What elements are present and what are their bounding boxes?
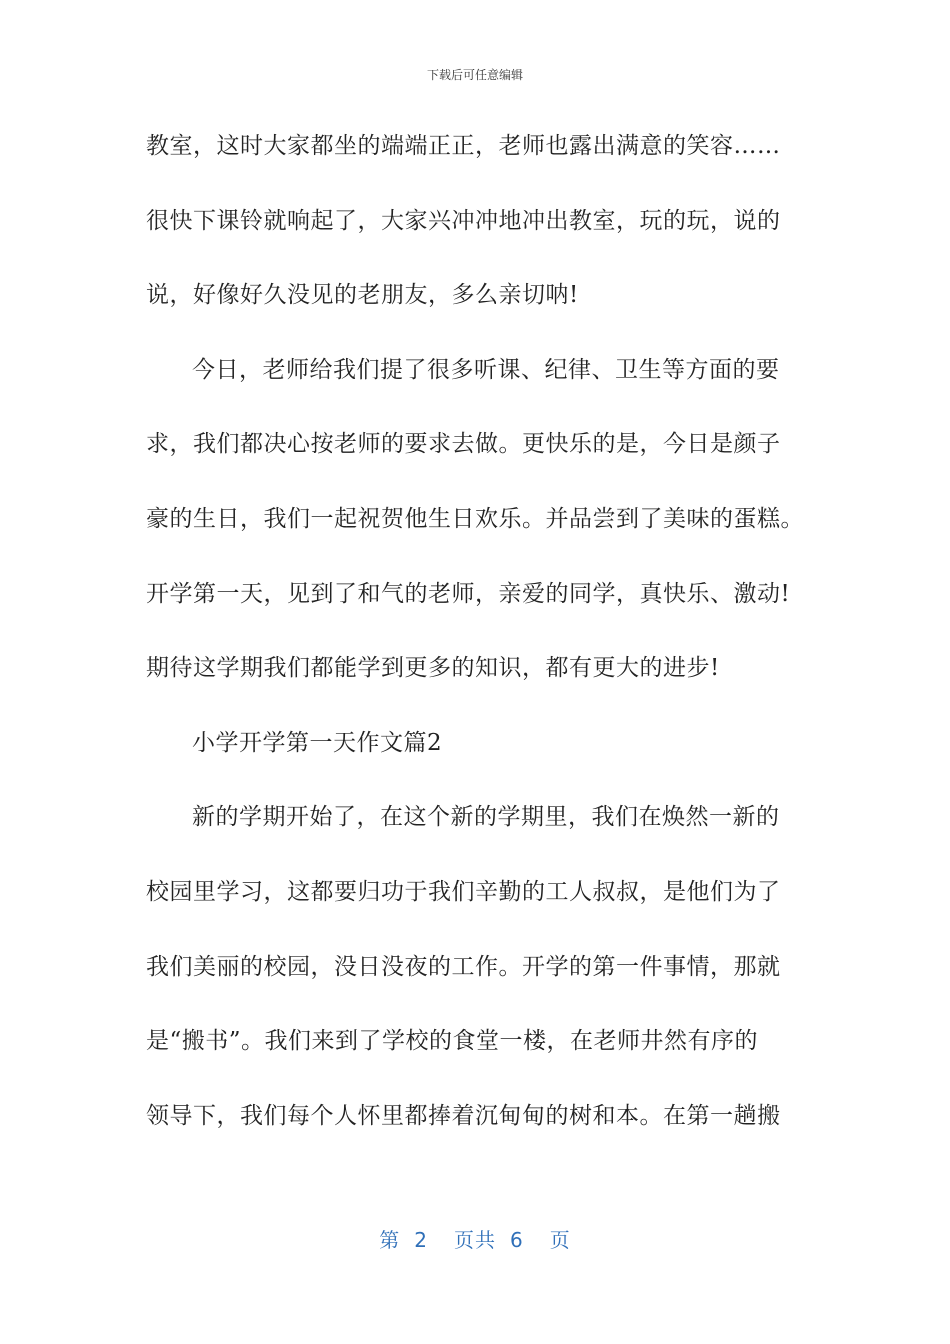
current-page-number: 2 — [414, 1228, 428, 1252]
text-line: 是“搬书”。我们来到了学校的食堂一楼，在老师井然有序的 — [146, 1028, 759, 1055]
total-pages-number: 6 — [510, 1228, 524, 1252]
footer-prefix: 第 — [379, 1228, 401, 1252]
text-line: 说，好像好久没见的老朋友，多么亲切呐! — [146, 282, 579, 309]
text-line: 期待这学期我们都能学到更多的知识，都有更大的进步! — [146, 655, 720, 682]
text-line: 豪的生日，我们一起祝贺他生日欢乐。并品尝到了美味的蛋糕。 — [146, 505, 804, 532]
page-footer — [0, 1224, 950, 1253]
text-line: 领导下，我们每个人怀里都捧着沉甸甸的树和本。在第一趟搬 — [146, 1102, 781, 1129]
text-line: 校园里学习，这都要归功于我们辛勤的工人叔叔，是他们为了 — [146, 878, 781, 905]
footer-suffix: 页 — [549, 1228, 571, 1252]
text-line: 教室，这时大家都坐的端端正正，老师也露出满意的笑容…… — [146, 133, 781, 159]
text-line: 开学第一天，见到了和气的老师，亲爱的同学，真快乐、激动! — [146, 580, 791, 607]
header-note: 下载后可任意编辑 — [426, 68, 523, 82]
text-line: 求，我们都决心按老师的要求去做。更快乐的是，今日是颜子 — [146, 431, 781, 458]
section-heading: 小学开学第一天作文篇2 — [192, 729, 443, 756]
text-line: 很快下课铃就响起了，大家兴冲冲地冲出教室，玩的玩，说的 — [146, 207, 781, 234]
paragraph-start-line: 新的学期开始了，在这个新的学期里，我们在焕然一新的 — [192, 804, 780, 831]
paragraph-start-line: 今日，老师给我们提了很多听课、纪律、卫生等方面的要 — [192, 356, 780, 383]
footer-middle: 页共 — [454, 1228, 496, 1252]
document-body — [146, 122, 806, 1166]
text-line: 我们美丽的校园，没日没夜的工作。开学的第一件事情，那就 — [146, 953, 781, 980]
